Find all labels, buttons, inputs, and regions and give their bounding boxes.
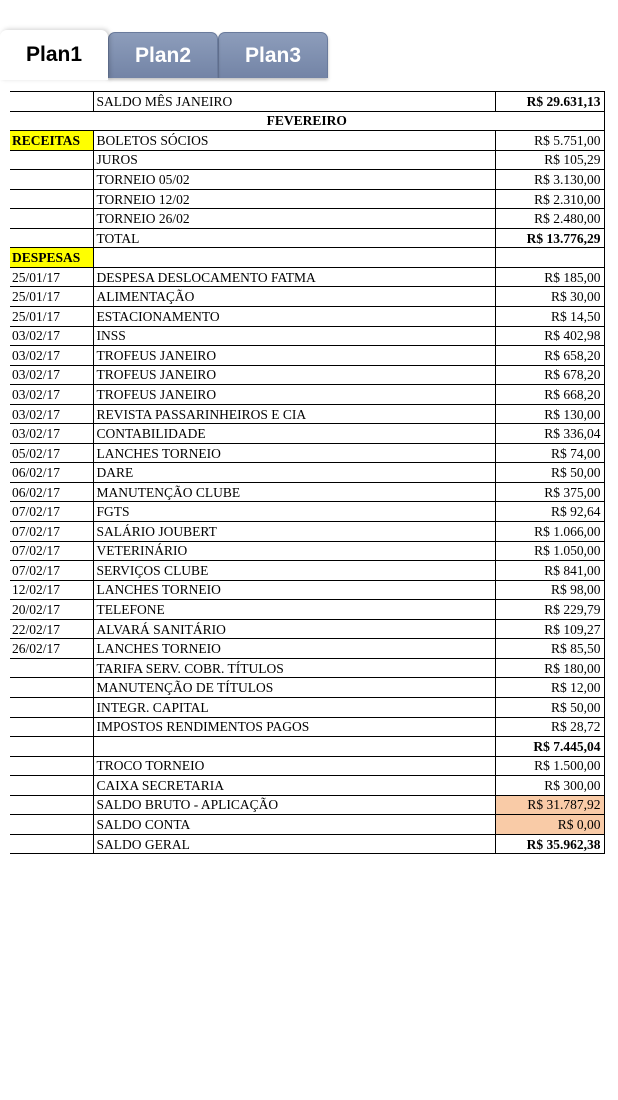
cell-empty[interactable] (10, 228, 93, 248)
summary-desc[interactable]: SALDO BRUTO - APLICAÇÃO (93, 795, 495, 815)
despesa-amount[interactable]: R$ 50,00 (495, 463, 604, 483)
despesa-desc[interactable]: CONTABILIDADE (93, 424, 495, 444)
despesa-desc[interactable]: MANUTENÇÃO DE TÍTULOS (93, 678, 495, 698)
receita-row (10, 131, 604, 151)
receita-desc[interactable]: TORNEIO 26/02 (93, 209, 495, 229)
cell-empty[interactable] (10, 737, 93, 757)
despesa-row (10, 346, 604, 366)
despesa-row (10, 619, 604, 639)
receita-desc[interactable]: TORNEIO 05/02 (93, 170, 495, 190)
despesa-amount[interactable]: R$ 180,00 (495, 658, 604, 678)
tab-plan3[interactable]: Plan3 (218, 32, 328, 78)
summary-row (10, 815, 604, 835)
despesa-amount[interactable]: R$ 30,00 (495, 287, 604, 307)
receita-amount[interactable]: R$ 3.130,00 (495, 170, 604, 190)
despesa-row (10, 502, 604, 522)
receita-row (10, 209, 604, 229)
cell-empty[interactable] (10, 776, 93, 796)
despesa-date[interactable]: 03/02/17 (12, 386, 61, 402)
despesa-desc[interactable]: FGTS (93, 502, 495, 522)
despesa-date[interactable]: 03/02/17 (12, 406, 61, 422)
cell-empty[interactable] (495, 248, 604, 268)
receitas-total-label[interactable]: TOTAL (93, 228, 495, 248)
despesa-amount[interactable]: R$ 12,00 (495, 678, 604, 698)
despesa-amount[interactable]: R$ 402,98 (495, 326, 604, 346)
despesa-desc[interactable]: TELEFONE (93, 600, 495, 620)
despesa-row (10, 717, 604, 737)
despesa-row (10, 326, 604, 346)
summary-row (10, 795, 604, 815)
despesa-date[interactable]: 25/01/17 (12, 289, 61, 305)
receita-desc[interactable]: BOLETOS SÓCIOS (93, 131, 495, 151)
despesa-date[interactable]: 07/02/17 (12, 543, 61, 559)
despesa-desc[interactable]: LANCHES TORNEIO (93, 639, 495, 659)
summary-row (10, 834, 604, 854)
summary-desc[interactable]: CAIXA SECRETARIA (93, 776, 495, 796)
despesa-date[interactable] (10, 717, 93, 737)
despesa-date[interactable]: 26/02/17 (12, 641, 61, 657)
despesa-amount[interactable]: R$ 50,00 (495, 697, 604, 717)
despesa-desc[interactable]: SERVIÇOS CLUBE (93, 561, 495, 581)
despesa-desc[interactable]: TROFEUS JANEIRO (93, 365, 495, 385)
despesa-amount[interactable]: R$ 98,00 (495, 580, 604, 600)
despesa-date[interactable]: 07/02/17 (12, 523, 61, 539)
despesa-date[interactable]: 03/02/17 (12, 328, 61, 344)
despesa-date[interactable]: 03/02/17 (12, 367, 61, 383)
cell-empty[interactable] (93, 737, 495, 757)
despesa-amount[interactable]: R$ 14,50 (495, 307, 604, 327)
summary-amount[interactable]: R$ 300,00 (495, 776, 604, 796)
despesa-row (10, 463, 604, 483)
month-header[interactable]: FEVEREIRO (10, 111, 604, 131)
tab-plan1[interactable]: Plan1 (0, 30, 108, 80)
despesa-row (10, 639, 604, 659)
despesa-date[interactable]: 22/02/17 (12, 621, 61, 637)
despesa-amount[interactable]: R$ 375,00 (495, 482, 604, 502)
cell-empty[interactable] (93, 248, 495, 268)
despesa-desc[interactable]: LANCHES TORNEIO (93, 580, 495, 600)
cell-empty[interactable] (10, 795, 93, 815)
despesa-date[interactable]: 06/02/17 (12, 484, 61, 500)
despesa-amount[interactable]: R$ 92,64 (495, 502, 604, 522)
despesa-date[interactable] (10, 697, 93, 717)
receita-desc[interactable]: TORNEIO 12/02 (93, 189, 495, 209)
cell-empty[interactable] (10, 189, 93, 209)
spreadsheet (10, 91, 605, 854)
despesa-date[interactable]: 06/02/17 (12, 465, 61, 481)
despesa-row (10, 697, 604, 717)
despesa-row (10, 658, 604, 678)
despesa-row (10, 307, 604, 327)
despesa-row (10, 443, 604, 463)
receitas-total-row (10, 228, 604, 248)
cell-empty[interactable] (10, 815, 93, 835)
summary-amount[interactable]: R$ 0,00 (495, 815, 604, 835)
summary-amount[interactable]: R$ 35.962,38 (495, 834, 604, 854)
despesa-amount[interactable]: R$ 1.066,00 (495, 522, 604, 542)
receita-row (10, 170, 604, 190)
ledger-table (10, 91, 605, 854)
despesa-date[interactable] (10, 658, 93, 678)
despesa-row (10, 561, 604, 581)
despesa-date[interactable]: 25/01/17 (12, 269, 61, 285)
receita-amount[interactable]: R$ 105,29 (495, 150, 604, 170)
despesas-label[interactable]: DESPESAS (10, 248, 93, 268)
despesa-row (10, 580, 604, 600)
despesa-amount[interactable]: R$ 109,27 (495, 619, 604, 639)
despesa-amount[interactable]: R$ 841,00 (495, 561, 604, 581)
receita-row (10, 189, 604, 209)
despesas-total-value[interactable]: R$ 7.445,04 (495, 737, 604, 757)
despesa-desc[interactable]: MANUTENÇÃO CLUBE (93, 482, 495, 502)
despesa-row (10, 522, 604, 542)
summary-amount[interactable]: R$ 31.787,92 (495, 795, 604, 815)
despesa-row (10, 385, 604, 405)
despesa-amount[interactable]: R$ 229,79 (495, 600, 604, 620)
despesa-date[interactable]: 03/02/17 (12, 426, 61, 442)
despesa-amount[interactable]: R$ 185,00 (495, 267, 604, 287)
despesa-desc[interactable]: IMPOSTOS RENDIMENTOS PAGOS (93, 717, 495, 737)
despesa-amount[interactable]: R$ 678,20 (495, 365, 604, 385)
summary-row (10, 776, 604, 796)
despesa-desc[interactable]: ESTACIONAMENTO (93, 307, 495, 327)
despesa-amount[interactable]: R$ 668,20 (495, 385, 604, 405)
sheet-tab-bar (0, 0, 618, 80)
despesa-amount[interactable]: R$ 85,50 (495, 639, 604, 659)
despesa-desc[interactable]: TROFEUS JANEIRO (93, 346, 495, 366)
row-saldo-janeiro (10, 92, 604, 112)
despesa-date[interactable]: 07/02/17 (12, 562, 61, 578)
despesa-desc[interactable]: DARE (93, 463, 495, 483)
despesa-amount[interactable]: R$ 658,20 (495, 346, 604, 366)
summary-desc[interactable]: SALDO CONTA (93, 815, 495, 835)
receitas-label[interactable]: RECEITAS (10, 131, 93, 151)
row-month-header (10, 111, 604, 131)
summary-row (10, 756, 604, 776)
tab-plan2[interactable]: Plan2 (108, 32, 218, 78)
saldo-janeiro-value[interactable]: R$ 29.631,13 (495, 92, 604, 112)
despesa-amount[interactable]: R$ 1.050,00 (495, 541, 604, 561)
receita-row (10, 150, 604, 170)
despesa-desc[interactable]: SALÁRIO JOUBERT (93, 522, 495, 542)
receitas-total-value[interactable]: R$ 13.776,29 (495, 228, 604, 248)
despesa-amount[interactable]: R$ 74,00 (495, 443, 604, 463)
despesa-amount[interactable]: R$ 336,04 (495, 424, 604, 444)
summary-desc[interactable]: TROCO TORNEIO (93, 756, 495, 776)
receita-desc[interactable]: JUROS (93, 150, 495, 170)
summary-desc[interactable]: SALDO GERAL (93, 834, 495, 854)
despesa-date[interactable] (10, 678, 93, 698)
despesa-desc[interactable]: ALVARÁ SANITÁRIO (93, 619, 495, 639)
despesa-amount[interactable]: R$ 130,00 (495, 404, 604, 424)
despesa-date[interactable]: 12/02/17 (12, 582, 61, 598)
saldo-janeiro-label[interactable]: SALDO MÊS JANEIRO (93, 92, 495, 112)
receita-amount[interactable]: R$ 2.480,00 (495, 209, 604, 229)
despesa-date[interactable]: 07/02/17 (12, 504, 61, 520)
despesa-date[interactable]: 03/02/17 (12, 347, 61, 363)
despesa-desc[interactable]: TROFEUS JANEIRO (93, 385, 495, 405)
cell-empty[interactable] (10, 170, 93, 190)
despesa-row (10, 541, 604, 561)
cell-empty[interactable] (10, 92, 93, 112)
despesa-desc[interactable]: ALIMENTAÇÃO (93, 287, 495, 307)
despesa-desc[interactable]: DESPESA DESLOCAMENTO FATMA (93, 267, 495, 287)
despesas-header-row (10, 248, 604, 268)
despesa-row (10, 482, 604, 502)
cell-empty[interactable] (10, 756, 93, 776)
despesa-row (10, 600, 604, 620)
despesa-desc[interactable]: INTEGR. CAPITAL (93, 697, 495, 717)
despesa-row (10, 365, 604, 385)
despesa-desc[interactable]: INSS (93, 326, 495, 346)
summary-amount[interactable]: R$ 1.500,00 (495, 756, 604, 776)
despesa-row (10, 424, 604, 444)
despesa-amount[interactable]: R$ 28,72 (495, 717, 604, 737)
despesa-desc[interactable]: VETERINÁRIO (93, 541, 495, 561)
despesa-row (10, 678, 604, 698)
despesa-desc[interactable]: LANCHES TORNEIO (93, 443, 495, 463)
cell-empty[interactable] (10, 209, 93, 229)
despesa-row (10, 404, 604, 424)
despesa-date[interactable]: 20/02/17 (12, 601, 61, 617)
despesa-row (10, 267, 604, 287)
receita-amount[interactable]: R$ 2.310,00 (495, 189, 604, 209)
despesa-date[interactable]: 05/02/17 (12, 445, 61, 461)
despesa-desc[interactable]: TARIFA SERV. COBR. TÍTULOS (93, 658, 495, 678)
cell-empty[interactable] (10, 150, 93, 170)
despesas-total-row (10, 737, 604, 757)
receita-amount[interactable]: R$ 5.751,00 (495, 131, 604, 151)
despesa-row (10, 287, 604, 307)
despesa-date[interactable]: 25/01/17 (12, 308, 61, 324)
cell-empty[interactable] (10, 834, 93, 854)
despesa-desc[interactable]: REVISTA PASSARINHEIROS E CIA (93, 404, 495, 424)
